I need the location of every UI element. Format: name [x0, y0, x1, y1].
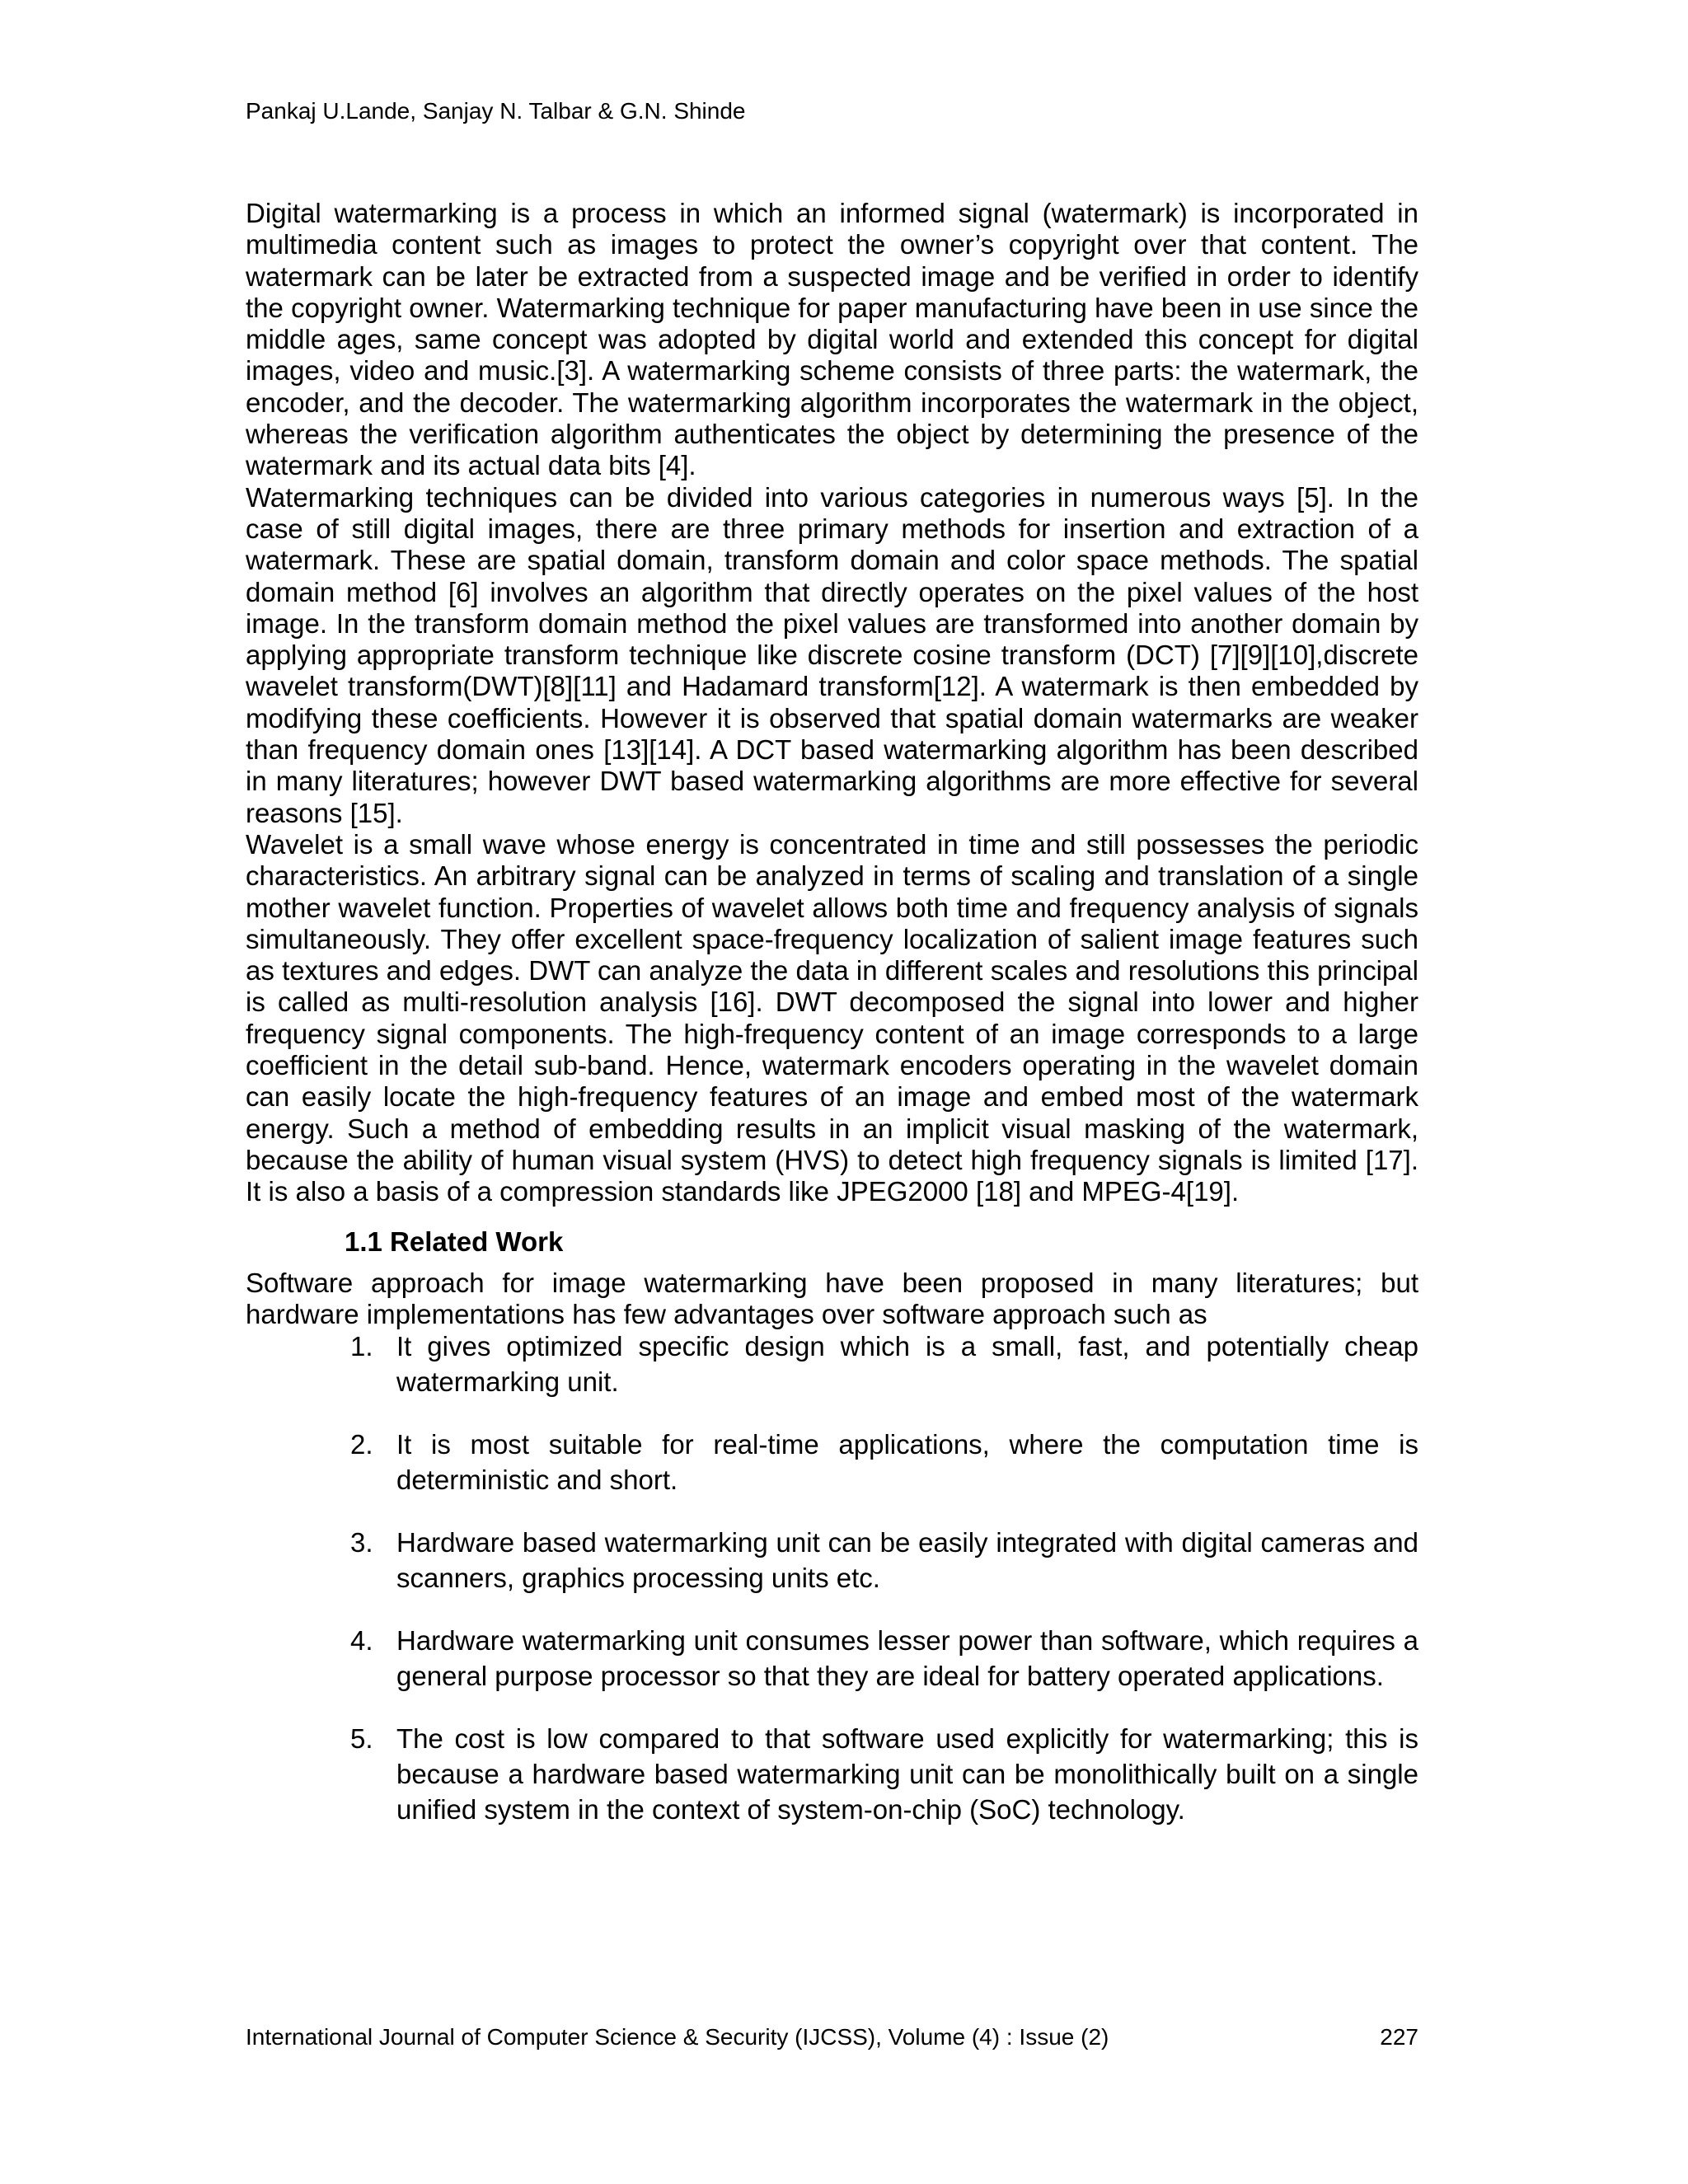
section-intro [246, 1268, 1418, 1331]
footer-journal-citation: International Journal of Computer Science & Security (IJCSS), Volume (4) : Issue (2) [246, 2024, 1109, 2050]
list-item [246, 1623, 1418, 1694]
paragraph: Watermarking techniques can be divided into various categories in numerous ways [5]. In the case of still digital images, there are three primary methods for insertion and extraction of a watermark. These are spatial domain, transform domain and color space methods. The spatial domain method [6] involves an algorithm that directly operates on the pixel values of the host image. In the transform domain method the pixel values are transformed into another domain by applying appropriate transform technique like discrete cosine transform (DCT) [7][9][10],discrete wavelet transform(DWT)[8][11] and Hadamard transform[12]. A watermark is then embedded by modifying these coefficients. However it is observed that spatial domain watermarks are weaker than frequency domain ones [13][14]. A DCT based watermarking algorithm has been described in many literatures; however DWT based watermarking algorithms are more effective for several reasons [15]. [246, 481, 1418, 828]
page-number: 227 [1380, 2024, 1418, 2050]
list-number: 5. [350, 1723, 373, 1754]
list-item-text: It is most suitable for real-time applications, where the computation time is deterministic and short. [396, 1429, 1418, 1495]
paragraph: Wavelet is a small wave whose energy is concentrated in time and still possesses the periodic characteristics. An arbitrary signal can be analyzed in terms of scaling and translation of a single mother wavelet function. Properties of wavelet allows both time and frequency analysis of signals simultaneously. They offer excellent space-frequency localization of salient image features such as textures and edges. DWT can analyze the data in different scales and resolutions this principal is called as multi-resolution analysis [16]. DWT decomposed the signal into lower and higher frequency signal components. The high-frequency content of an image corresponds to a large coefficient in the detail sub-band. Hence, watermark encoders operating in the wavelet domain can easily locate the high-frequency features of an image and embed most of the watermark energy. Such a method of embedding results in an implicit visual masking of the watermark, because the ability of human visual system (HVS) to detect high frequency signals is limited [17]. It is also a basis of a compression standards like JPEG2000 [18] and MPEG-4[19]. [246, 828, 1418, 1207]
list-item-text: Hardware watermarking unit consumes lesser power than software, which requires a general purpose processor so that they are ideal for battery operated applications. [396, 1625, 1418, 1691]
list-item-text: The cost is low compared to that software used explicitly for watermarking; this is because a hardware based watermarking unit can be monolithically built on a single unified system in the context of system-on-chip (SoC) technology. [396, 1723, 1418, 1825]
body-text [246, 198, 1418, 1208]
list-item [246, 1721, 1418, 1827]
paragraph: Digital watermarking is a process in which an informed signal (watermark) is incorporated in multimedia content such as images to protect the owner’s copyright over that content. The watermark can be later be extracted from a suspected image and be verified in order to identify the copyright owner. Watermarking technique for paper manufacturing have been in use since the middle ages, same concept was adopted by digital world and extended this concept for digital images, video and music.[3]. A watermarking scheme consists of three parts: the watermark, the encoder, and the decoder. The watermarking algorithm incorporates the watermark in the object, whereas the verification algorithm authenticates the object by determining the presence of the watermark and its actual data bits [4]. [246, 198, 1418, 481]
section-heading: 1.1 Related Work [345, 1226, 564, 1257]
list-number: 1. [350, 1331, 373, 1361]
list-item [246, 1525, 1418, 1596]
advantages-list [246, 1329, 1418, 1854]
list-number: 2. [350, 1429, 373, 1460]
list-number: 4. [350, 1625, 373, 1656]
running-header-authors: Pankaj U.Lande, Sanjay N. Talbar & G.N. Shinde [246, 98, 746, 124]
paragraph: Software approach for image watermarking have been proposed in many literatures; but hardware implementations has few advantages over software approach such as [246, 1268, 1418, 1330]
list-number: 3. [350, 1527, 373, 1558]
list-item [246, 1427, 1418, 1497]
list-item [246, 1329, 1418, 1399]
list-item-text: Hardware based watermarking unit can be easily integrated with digital cameras and scanners, graphics processing units etc. [396, 1527, 1418, 1593]
list-item-text: It gives optimized specific design which is a small, fast, and potentially cheap watermarking unit. [396, 1331, 1418, 1397]
